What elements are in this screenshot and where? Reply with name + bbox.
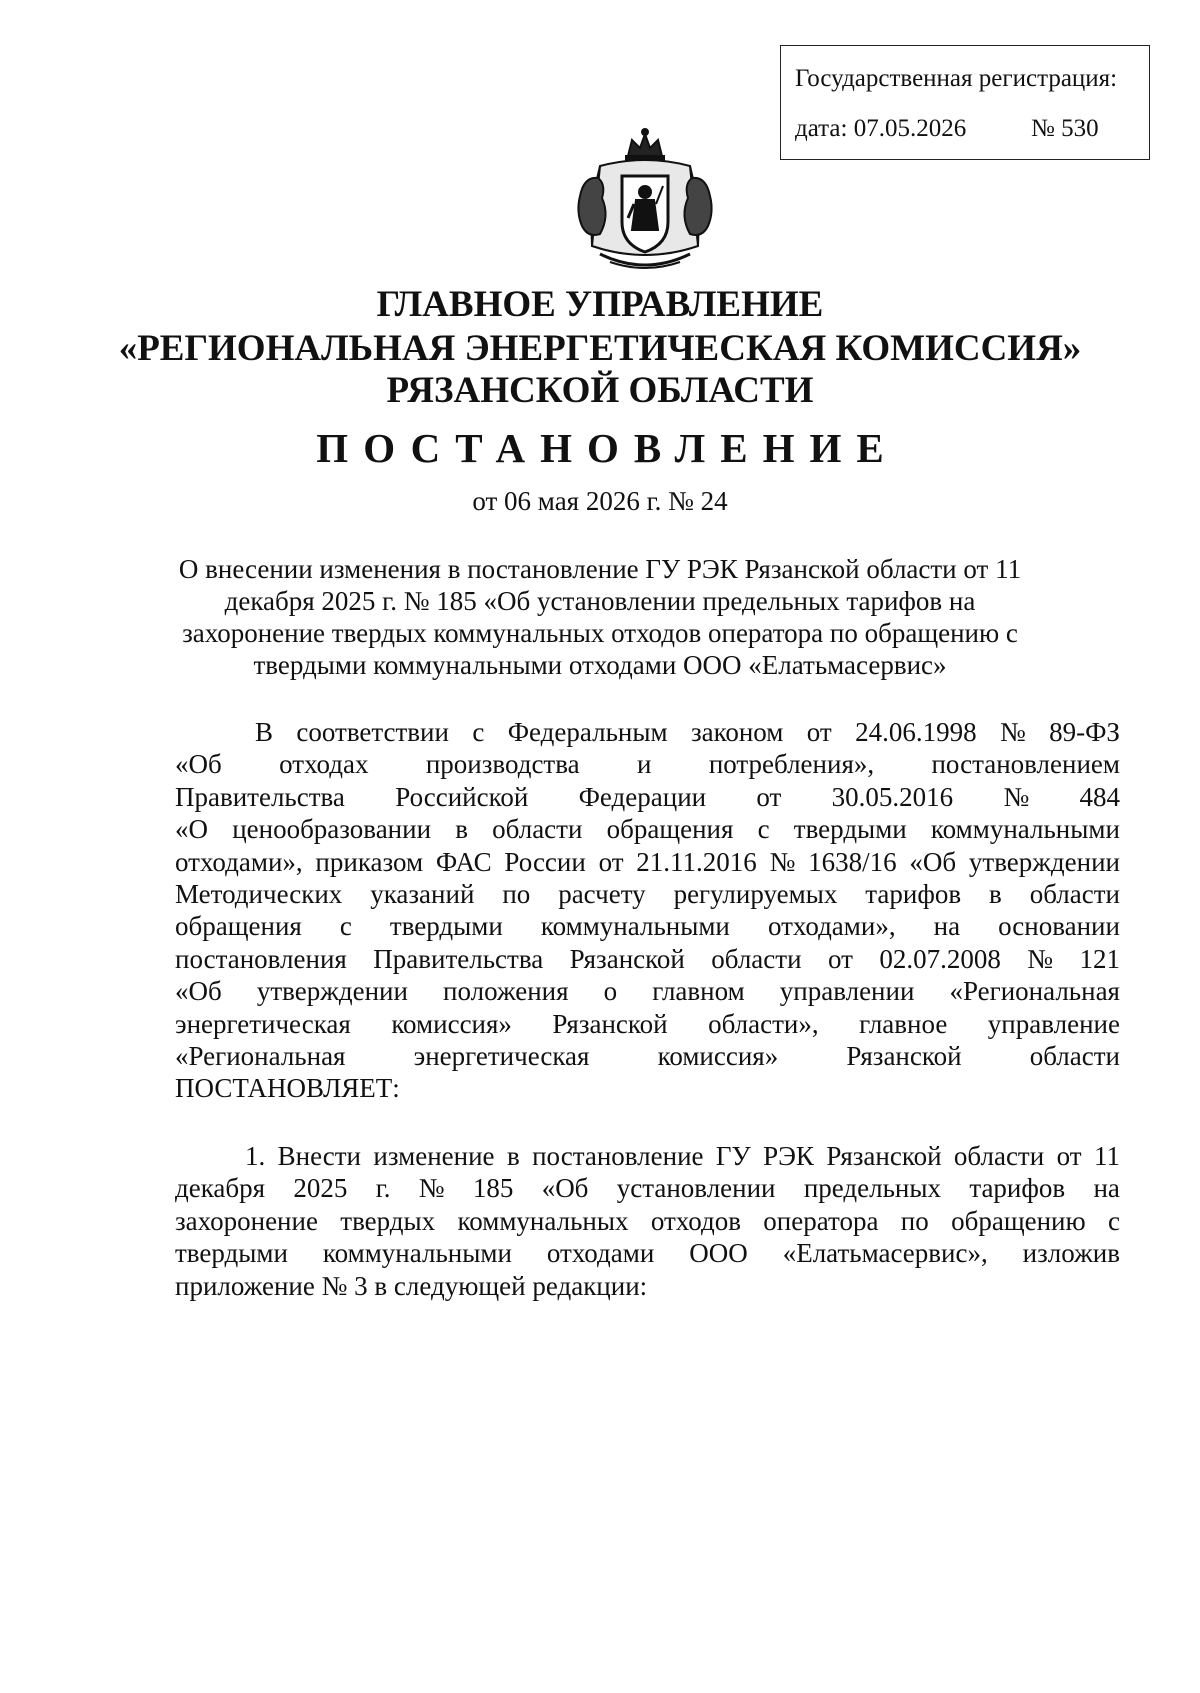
clause-1-paragraph [175,1140,1120,1302]
preamble-line: «Региональная энергетическая комиссия» Рязанской области [175,1040,1120,1071]
preamble-line: обращения с твердыми коммунальными отходами», на основании [175,911,1120,942]
clause1-line: 1. Внести изменение в постановление ГУ РЭК Рязанской области от 11 [245,1141,1120,1171]
ryazan-coat-of-arms-icon [570,126,720,276]
registration-number: № 530 [1031,115,1099,142]
org-name-line3: РЯЗАНСКОЙ ОБЛАСТИ [386,370,814,411]
preamble-line: «О ценообразовании в области обращения с твердыми коммунальными [175,814,1120,845]
registration-date: дата: 07.05.2026 [795,115,967,142]
org-name-line2: «РЕГИОНАЛЬНАЯ ЭНЕРГЕТИЧЕСКАЯ КОМИССИЯ» [118,328,1082,369]
preamble-paragraph [175,716,1120,1105]
org-name-line1: ГЛАВНОЕ УПРАВЛЕНИЕ [376,284,824,325]
preamble-line: постановления Правительства Рязанской области от 02.07.2008 № 121 [175,943,1120,974]
preamble-line: ПОСТАНОВЛЯЕТ: [175,1073,400,1104]
preamble-line: Правительства Российской Федерации от 30.05.2016 № 484 [175,781,1120,812]
preamble-line: энергетическая комиссия» Рязанской области», главное управление [175,1008,1120,1039]
clause1-line: захоронение твердых коммунальных отходов оператора по обращению с [175,1205,1120,1236]
preamble-line: Методических указаний по расчету регулируемых тарифов в области [175,878,1120,909]
document-date-number: от 06 мая 2026 г. № 24 [472,486,728,516]
document-subject [0,553,1200,681]
clause1-line: приложение № 3 в следующей редакции: [175,1270,648,1301]
subject-line: декабря 2025 г. № 185 «Об установлении предельных тарифов на [224,586,976,616]
document-type: ПОСТАНОВЛЕНИЕ [316,425,899,471]
preamble-line: «Об отходах производства и потребления», постановлением [175,749,1120,780]
clause1-line: декабря 2025 г. № 185 «Об установлении предельных тарифов на [175,1173,1120,1204]
registration-label: Государственная регистрация: [795,65,1118,92]
subject-line: захоронение твердых коммунальных отходов оператора по обращению с [182,618,1018,648]
clause1-line: твердыми коммунальными отходами ООО «Елатьмасервис», изложив [175,1238,1120,1269]
registration-stamp [780,45,1150,160]
subject-line: О внесении изменения в постановление ГУ РЭК Рязанской области от 11 [178,554,1022,584]
preamble-line: В соответствии с Федеральным законом от 24.06.1998 № 89-ФЗ [255,717,1120,747]
preamble-line: отходами», приказом ФАС России от 21.11.2016 № 1638/16 «Об утверждении [175,846,1120,877]
subject-line: твердыми коммунальными отходами ООО «Елатьмасервис» [253,650,947,680]
preamble-line: «Об утверждении положения о главном управлении «Региональная [175,976,1120,1007]
